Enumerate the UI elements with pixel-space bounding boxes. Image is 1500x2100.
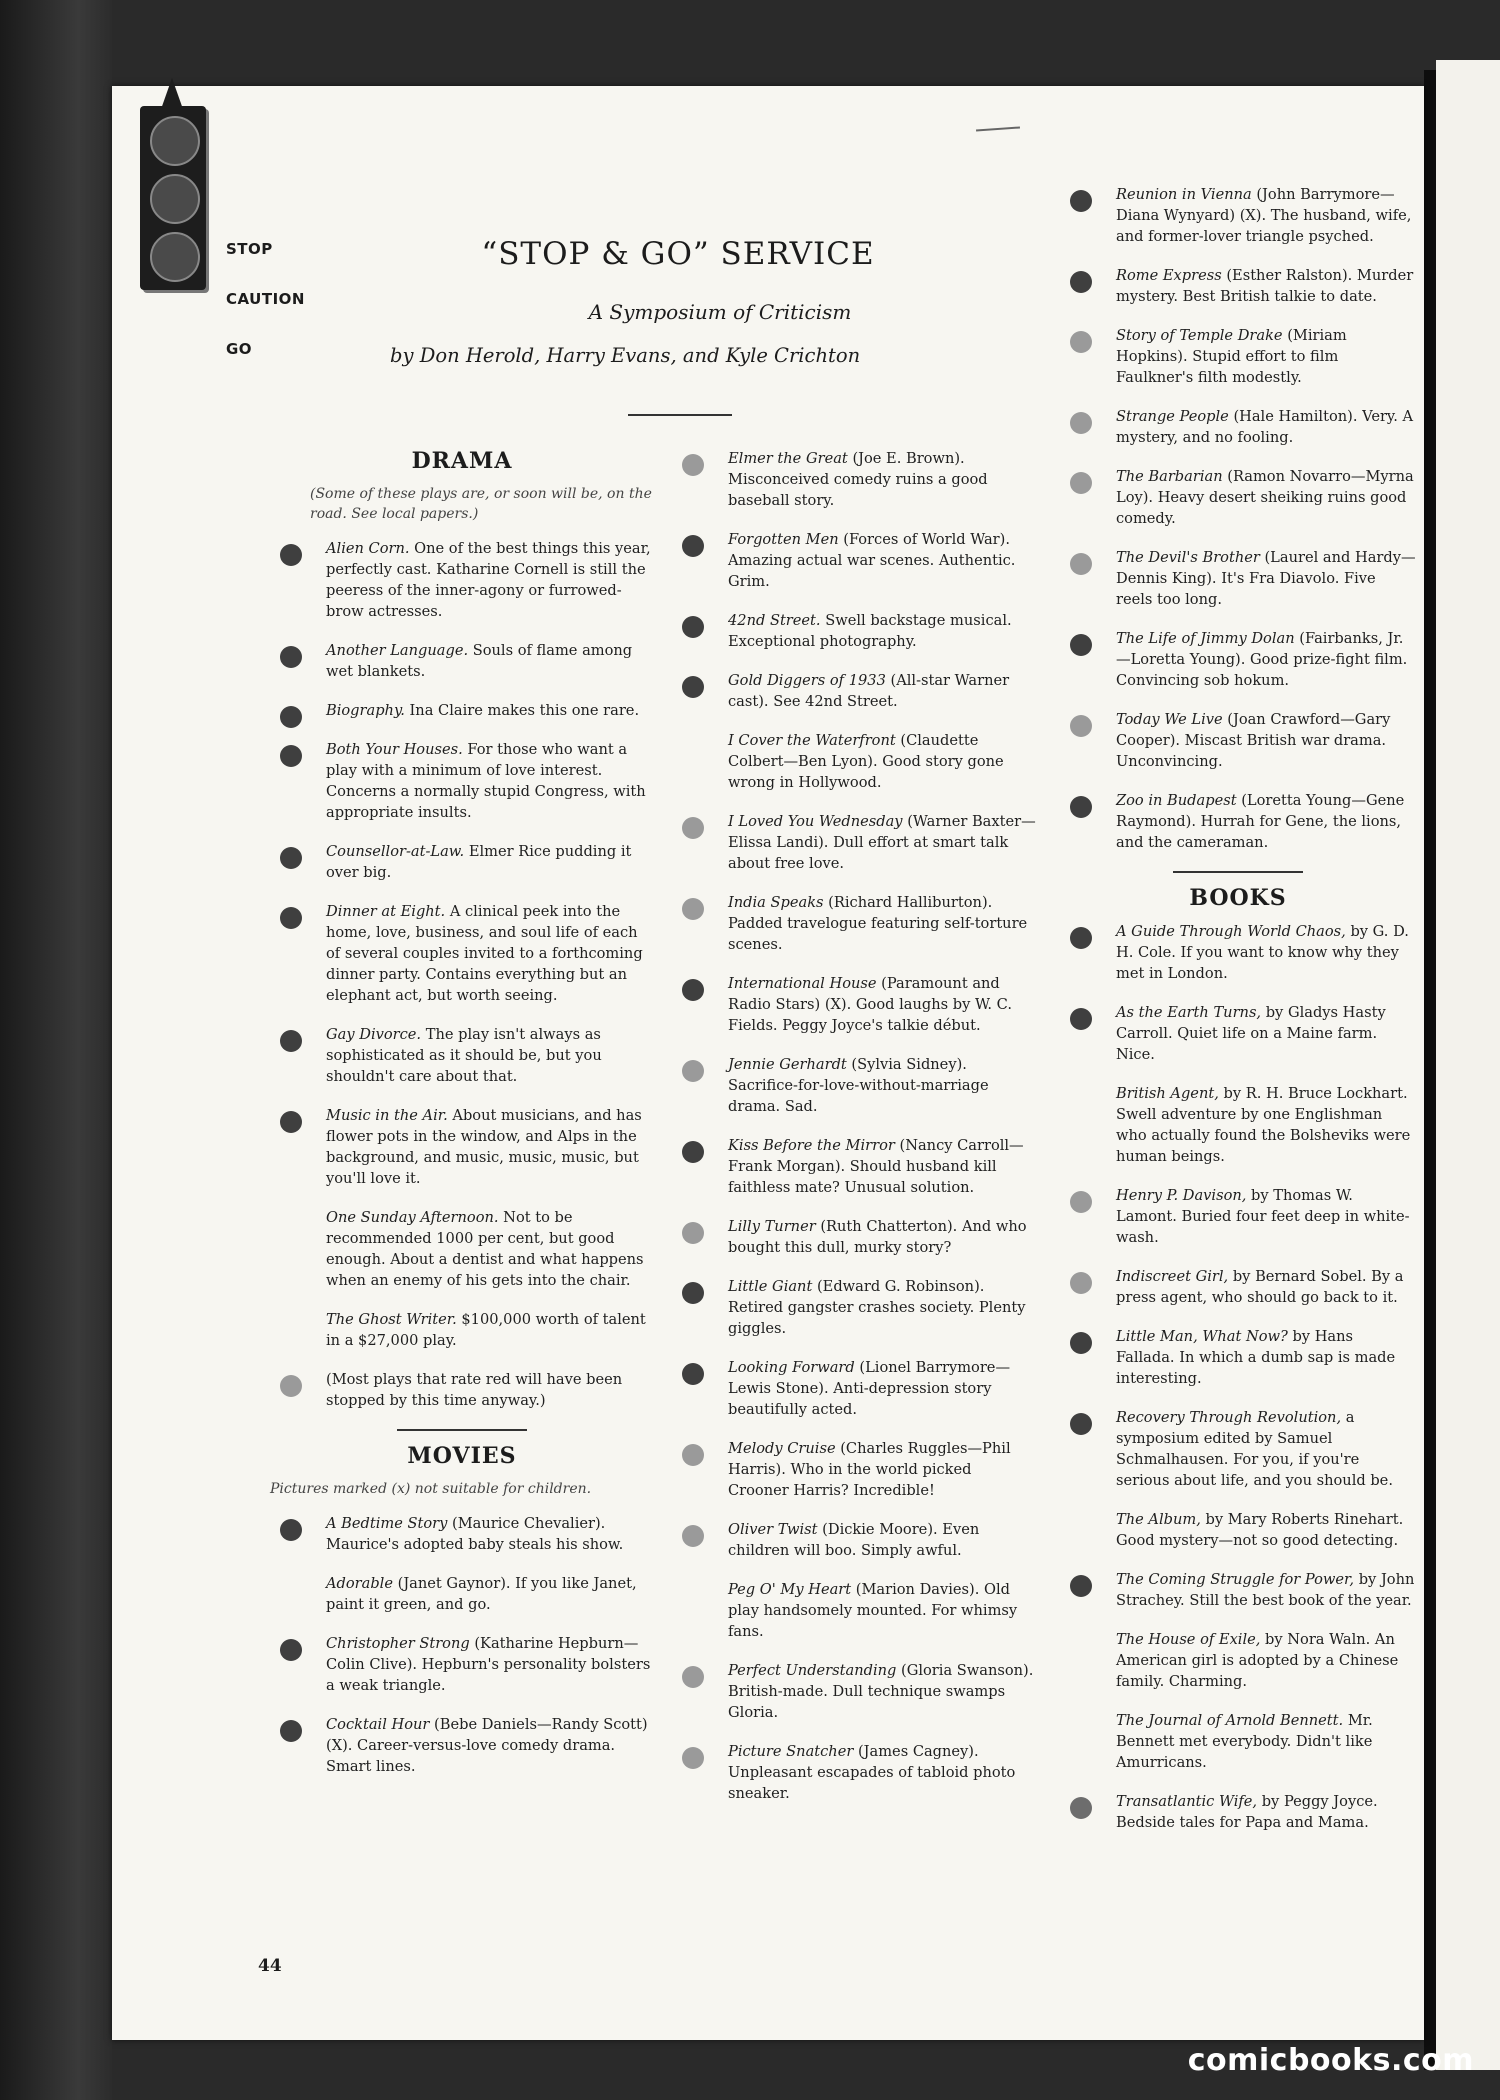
rating-light-icon [280, 847, 302, 869]
rating-light-icon [1070, 1797, 1092, 1819]
review-entry [270, 1207, 654, 1291]
entry-title: 42nd Street. [728, 612, 821, 629]
entry-title: Both Your Houses. [326, 741, 463, 758]
review-entry [1060, 1185, 1416, 1248]
rating-light-icon [1070, 1008, 1092, 1030]
entry-text: (Richard Halliburton). Padded travelogue featuring self-torture scenes. [728, 894, 1028, 953]
entry-title: International House [728, 975, 877, 992]
review-entry [672, 1216, 1036, 1258]
review-entry [1060, 466, 1416, 529]
review-entry [672, 811, 1036, 874]
entry-title: Forgotten Men [728, 531, 839, 548]
entry-text: by Peggy Joyce. Bedside tales for Papa and Mama. [1116, 1793, 1378, 1831]
entry-text: by Nora Waln. An American girl is adopted by a Chinese family. Charming. [1116, 1631, 1399, 1690]
rating-light-icon [682, 454, 704, 476]
entry-text: (Warner Baxter—Elissa Landi). Dull effort at smart talk about free love. [728, 813, 1036, 872]
rating-light-icon [682, 1222, 704, 1244]
rating-light-icon [682, 898, 704, 920]
movies-heading: MOVIES [407, 1443, 517, 1469]
entry-text: (Edward G. Robinson). Retired gangster crashes society. Plenty giggles. [728, 1278, 1026, 1337]
entry-text: (Ruth Chatterton). And who bought this dull, murky story? [728, 1218, 1027, 1256]
review-entry [1060, 1509, 1416, 1551]
review-entry [672, 1357, 1036, 1420]
entry-text: (Nancy Carroll—Frank Morgan). Should husband kill faithless mate? Unusual solution. [728, 1137, 1024, 1196]
entry-title: The House of Exile, [1116, 1631, 1261, 1648]
entry-title: Gay Divorce. [326, 1026, 422, 1043]
byline: by Don Herold, Harry Evans, and Kyle Crichton [390, 344, 861, 367]
entry-title: Strange People [1116, 408, 1229, 425]
review-entry [1060, 628, 1416, 691]
review-entry [672, 1519, 1036, 1561]
entry-title: Dinner at Eight. [326, 903, 446, 920]
entry-title: Little Man, What Now? [1116, 1328, 1288, 1345]
entry-title: British Agent, [1116, 1085, 1219, 1102]
entry-text: (Katharine Hepburn—Colin Clive). Hepburn's personality bolsters a weak triangle. [326, 1635, 651, 1694]
review-entry [1060, 709, 1416, 772]
column-2 [672, 448, 1036, 1822]
stop-lamp-icon [150, 116, 200, 166]
entry-text: a symposium edited by Samuel Schmalhausen. For you, if you're serious about life, and you should be. [1116, 1409, 1393, 1489]
rating-light-icon [280, 1375, 302, 1397]
entry-title: A Guide Through World Chaos, [1116, 923, 1346, 940]
rating-light-icon [1070, 472, 1092, 494]
rating-light-icon [682, 1282, 704, 1304]
rating-light-icon [1070, 715, 1092, 737]
entry-title: Picture Snatcher [728, 1743, 854, 1760]
entry-title: The Coming Struggle for Power, [1116, 1571, 1355, 1588]
entry-text: (Paramount and Radio Stars) (X). Good laughs by W. C. Fields. Peggy Joyce's talkie début. [728, 975, 1012, 1034]
entry-title: A Bedtime Story [326, 1515, 448, 1532]
entry-title: Oliver Twist [728, 1521, 818, 1538]
review-entry [270, 538, 654, 622]
entry-title: The Journal of Arnold Bennett. [1116, 1712, 1344, 1729]
entry-title: One Sunday Afternoon. [326, 1209, 499, 1226]
entry-text: by Mary Roberts Rinehart. Good mystery—not so good detecting. [1116, 1511, 1404, 1549]
watermark: comicbooks.com [1187, 2043, 1474, 2078]
entry-title: Today We Live [1116, 711, 1223, 728]
entry-title: Recovery Through Revolution, [1116, 1409, 1342, 1426]
entry-title: Little Giant [728, 1278, 813, 1295]
review-entry [270, 901, 654, 1006]
entry-text: by Hans Fallada. In which a dumb sap is made interesting. [1116, 1328, 1396, 1387]
review-entry [672, 529, 1036, 592]
rating-light-icon [280, 1111, 302, 1133]
entry-title: India Speaks [728, 894, 824, 911]
review-entry [270, 700, 654, 721]
rating-light-icon [1070, 1332, 1092, 1354]
rating-light-icon [280, 1519, 302, 1541]
rating-light-icon [1070, 1191, 1092, 1213]
header-rule [628, 414, 732, 416]
left-background [0, 0, 112, 2100]
review-entry [270, 841, 654, 883]
entry-text: (Forces of World War). Amazing actual war scenes. Authentic. Grim. [728, 531, 1016, 590]
rating-light-icon [1070, 1413, 1092, 1435]
review-entry [270, 1024, 654, 1087]
rating-light-icon [280, 907, 302, 929]
entry-text: by G. D. H. Cole. If you want to know why they met in London. [1116, 923, 1409, 982]
drama-note: (Some of these plays are, or soon will be, on the road. See local papers.) [310, 486, 652, 522]
page-gutter [1424, 70, 1436, 2070]
review-entry [270, 1369, 654, 1411]
rating-light-icon [1070, 331, 1092, 353]
go-label: GO [226, 340, 253, 358]
review-entry [1060, 1266, 1416, 1308]
entry-text: For those who want a play with a minimum of love interest. Concerns a normally stupid Congress, with appropriate insults. [326, 741, 646, 821]
entry-title: Cocktail Hour [326, 1716, 430, 1733]
books-heading: BOOKS [1189, 885, 1287, 911]
review-entry [1060, 547, 1416, 610]
entry-text: A clinical peek into the home, love, business, and soul life of each of several couples invited to a forthcoming dinner party. Contains everything but an elephant act, but worth seeing. [326, 903, 643, 1004]
entry-text: (Laurel and Hardy—Dennis King). It's Fra Diavolo. Five reels too long. [1116, 549, 1416, 608]
rating-light-icon [280, 1639, 302, 1661]
entry-text: (Ramon Novarro—Myrna Loy). Heavy desert sheiking ruins good comedy. [1116, 468, 1414, 527]
entry-text: (Esther Ralston). Murder mystery. Best British talkie to date. [1116, 267, 1414, 305]
entry-text: The play isn't always as sophisticated as it should be, but you shouldn't care about that. [326, 1026, 602, 1085]
entry-title: Perfect Understanding [728, 1662, 897, 1679]
go-lamp-icon [150, 232, 200, 282]
entry-text: About musicians, and has flower pots in the window, and Alps in the background, and music, music, music, but you'll love it. [326, 1107, 642, 1187]
caution-label: CAUTION [226, 290, 305, 308]
entry-title: The Life of Jimmy Dolan [1116, 630, 1295, 647]
entry-text: $100,000 worth of talent in a $27,000 play. [326, 1311, 646, 1349]
review-entry [270, 1105, 654, 1189]
entry-text: (Miriam Hopkins). Stupid effort to film Faulkner's filth modestly. [1116, 327, 1347, 386]
rating-light-icon [682, 535, 704, 557]
review-entry [1060, 1326, 1416, 1389]
movies-list-3 [1060, 184, 1416, 853]
rating-light-icon [682, 1525, 704, 1547]
rating-light-icon [682, 817, 704, 839]
entry-title: Jennie Gerhardt [728, 1056, 847, 1073]
entry-text: (Bebe Daniels—Randy Scott) (X). Career-versus-love comedy drama. Smart lines. [326, 1716, 648, 1775]
entry-text: (Fairbanks, Jr.—Loretta Young). Good prize-fight film. Convincing sob hokum. [1116, 630, 1408, 689]
entry-text: by John Strachey. Still the best book of the year. [1116, 1571, 1415, 1609]
review-entry [672, 892, 1036, 955]
review-entry [672, 1135, 1036, 1198]
page-subtitle: A Symposium of Criticism [588, 300, 852, 324]
review-entry [672, 1741, 1036, 1804]
entry-text: Not to be recommended 1000 per cent, but good enough. About a dentist and what happens when an enemy of his gets into the chair. [326, 1209, 644, 1289]
section-rule [397, 1429, 527, 1431]
review-entry [1060, 1791, 1416, 1833]
review-entry [672, 973, 1036, 1036]
entry-title: Henry P. Davison, [1116, 1187, 1247, 1204]
rating-light-icon [280, 544, 302, 566]
rating-light-icon [1070, 553, 1092, 575]
traffic-light-icon [140, 106, 206, 290]
review-entry [672, 1660, 1036, 1723]
movies-note: Pictures marked (x) not suitable for children. [270, 1481, 592, 1497]
rating-light-icon [280, 646, 302, 668]
review-entry [1060, 406, 1416, 448]
entry-text: (Lionel Barrymore—Lewis Stone). Anti-depression story beautifully acted. [728, 1359, 1011, 1418]
rating-light-icon [1070, 927, 1092, 949]
entry-title: Adorable [326, 1575, 393, 1592]
review-entry [1060, 1569, 1416, 1611]
entry-title: Rome Express [1116, 267, 1222, 284]
rating-light-icon [280, 1720, 302, 1742]
entry-text: (Hale Hamilton). Very. A mystery, and no fooling. [1116, 408, 1414, 446]
entry-text: (Maurice Chevalier). Maurice's adopted baby steals his show. [326, 1515, 624, 1553]
review-entry [672, 448, 1036, 511]
review-entry [1060, 265, 1416, 307]
rating-light-icon [1070, 412, 1092, 434]
rating-light-icon [682, 1444, 704, 1466]
entry-title: Zoo in Budapest [1116, 792, 1237, 809]
rating-light-icon [682, 1141, 704, 1163]
rating-light-icon [1070, 634, 1092, 656]
column-1 [270, 448, 654, 1795]
entry-title: The Ghost Writer. [326, 1311, 457, 1328]
rating-light-icon [682, 1666, 704, 1688]
entry-title: The Devil's Brother [1116, 549, 1260, 566]
entry-text: by Gladys Hasty Carroll. Quiet life on a Maine farm. Nice. [1116, 1004, 1386, 1063]
review-entry [270, 1309, 654, 1351]
entry-text: (Dickie Moore). Even children will boo. Simply awful. [728, 1521, 980, 1559]
entry-text: by Bernard Sobel. By a press agent, who should go back to it. [1116, 1268, 1404, 1306]
entry-text: One of the best things this year, perfectly cast. Katharine Cornell is still the peeress of the inner-agony or furrowed-brow actresses. [326, 540, 651, 620]
entry-text: (Gloria Swanson). British-made. Dull technique swamps Gloria. [728, 1662, 1034, 1721]
movies-list-1 [270, 1513, 654, 1777]
review-entry [1060, 184, 1416, 247]
entry-text: Mr. Bennett met everybody. Didn't like Amurricans. [1116, 1712, 1373, 1771]
review-entry [1060, 325, 1416, 388]
review-entry [1060, 1710, 1416, 1773]
review-entry [1060, 1002, 1416, 1065]
entry-title: Alien Corn. [326, 540, 410, 557]
entry-title: Christopher Strong [326, 1635, 470, 1652]
entry-title: Elmer the Great [728, 450, 848, 467]
review-entry [672, 610, 1036, 652]
entry-title: Indiscreet Girl, [1116, 1268, 1229, 1285]
rating-light-icon [1070, 190, 1092, 212]
entry-title: Biography. [326, 702, 405, 719]
entry-text: (John Barrymore—Diana Wynyard) (X). The husband, wife, and former-lover triangle psyched. [1116, 186, 1412, 245]
review-entry [270, 739, 654, 823]
entry-title: Peg O' My Heart [728, 1581, 852, 1598]
rating-light-icon [1070, 1272, 1092, 1294]
entry-text: (Janet Gaynor). If you like Janet, paint it green, and go. [326, 1575, 637, 1613]
review-entry [1060, 1407, 1416, 1491]
review-entry [1060, 1083, 1416, 1167]
review-entry [270, 1573, 654, 1615]
entry-text: (Joan Crawford—Gary Cooper). Miscast British war drama. Unconvincing. [1116, 711, 1391, 770]
entry-title: Kiss Before the Mirror [728, 1137, 895, 1154]
entry-text: (Claudette Colbert—Ben Lyon). Good story gone wrong in Hollywood. [728, 732, 1004, 791]
entry-title: The Album, [1116, 1511, 1201, 1528]
entry-title: Another Language. [326, 642, 469, 659]
review-entry [672, 730, 1036, 793]
entry-text: Swell backstage musical. Exceptional photography. [728, 612, 1012, 650]
rating-light-icon [682, 979, 704, 1001]
rating-light-icon [682, 1747, 704, 1769]
rating-light-icon [1070, 271, 1092, 293]
rating-light-icon [682, 1060, 704, 1082]
entry-text: by R. H. Bruce Lockhart. Swell adventure by one Englishman who actually found the Bolsheviks were human beings. [1116, 1085, 1411, 1165]
facing-page-edge [1436, 60, 1500, 2070]
review-entry [672, 670, 1036, 712]
review-entry [270, 1633, 654, 1696]
review-entry [270, 1714, 654, 1777]
entry-title: Reunion in Vienna [1116, 186, 1252, 203]
entry-text: Souls of flame among wet blankets. [326, 642, 633, 680]
rating-light-icon [682, 1363, 704, 1385]
rating-light-icon [682, 616, 704, 638]
review-entry [672, 1579, 1036, 1642]
entry-title: As the Earth Turns, [1116, 1004, 1262, 1021]
entry-text: (Joe E. Brown). Misconceived comedy ruins a good baseball story. [728, 450, 988, 509]
drama-heading: DRAMA [411, 448, 513, 474]
rating-light-icon [280, 706, 302, 728]
entry-text: (Most plays that rate red will have been stopped by this time anyway.) [326, 1371, 623, 1409]
rating-light-icon [1070, 796, 1092, 818]
review-entry [1060, 790, 1416, 853]
rating-light-icon [682, 676, 704, 698]
drama-list [270, 538, 654, 1411]
stop-label: STOP [226, 240, 273, 258]
entry-title: Looking Forward [728, 1359, 855, 1376]
entry-title: Music in the Air. [326, 1107, 448, 1124]
review-entry [1060, 921, 1416, 984]
entry-text: (James Cagney). Unpleasant escapades of tabloid photo sneaker. [728, 1743, 1016, 1802]
entry-text: (Charles Ruggles—Phil Harris). Who in the world picked Crooner Harris? Incredible! [728, 1440, 1011, 1499]
movies-list-2 [672, 448, 1036, 1804]
entry-text: Ina Claire makes this one rare. [409, 702, 640, 719]
entry-text: (Marion Davies). Old play handsomely mounted. For whimsy fans. [728, 1581, 1018, 1640]
review-entry [672, 1438, 1036, 1501]
entry-title: Transatlantic Wife, [1116, 1793, 1258, 1810]
entry-text: by Thomas W. Lamont. Buried four feet deep in white-wash. [1116, 1187, 1410, 1246]
rating-light-icon [1070, 1575, 1092, 1597]
page-number: 44 [258, 1956, 282, 1976]
entry-text: (All-star Warner cast). See 42nd Street. [728, 672, 1010, 710]
entry-title: Melody Cruise [728, 1440, 836, 1457]
review-entry [672, 1054, 1036, 1117]
review-entry [270, 1513, 654, 1555]
review-entry [270, 640, 654, 682]
entry-title: Counsellor-at-Law. [326, 843, 465, 860]
entry-text: (Loretta Young—Gene Raymond). Hurrah for Gene, the lions, and the cameraman. [1116, 792, 1405, 851]
entry-text: Elmer Rice pudding it over big. [326, 843, 632, 881]
section-rule [1173, 871, 1303, 873]
column-3 [1060, 184, 1416, 1851]
entry-title: The Barbarian [1116, 468, 1223, 485]
entry-text: (Sylvia Sidney). Sacrifice-for-love-without-marriage drama. Sad. [728, 1056, 989, 1115]
rating-light-icon [280, 1030, 302, 1052]
review-entry [1060, 1629, 1416, 1692]
entry-title: Story of Temple Drake [1116, 327, 1283, 344]
entry-title: Gold Diggers of 1933 [728, 672, 886, 689]
review-entry [672, 1276, 1036, 1339]
entry-title: Lilly Turner [728, 1218, 816, 1235]
books-list [1060, 921, 1416, 1833]
entry-title: I Cover the Waterfront [728, 732, 896, 749]
page-title: “STOP & GO” SERVICE [481, 236, 875, 272]
rating-light-icon [280, 745, 302, 767]
caution-lamp-icon [150, 174, 200, 224]
entry-title: I Loved You Wednesday [728, 813, 903, 830]
